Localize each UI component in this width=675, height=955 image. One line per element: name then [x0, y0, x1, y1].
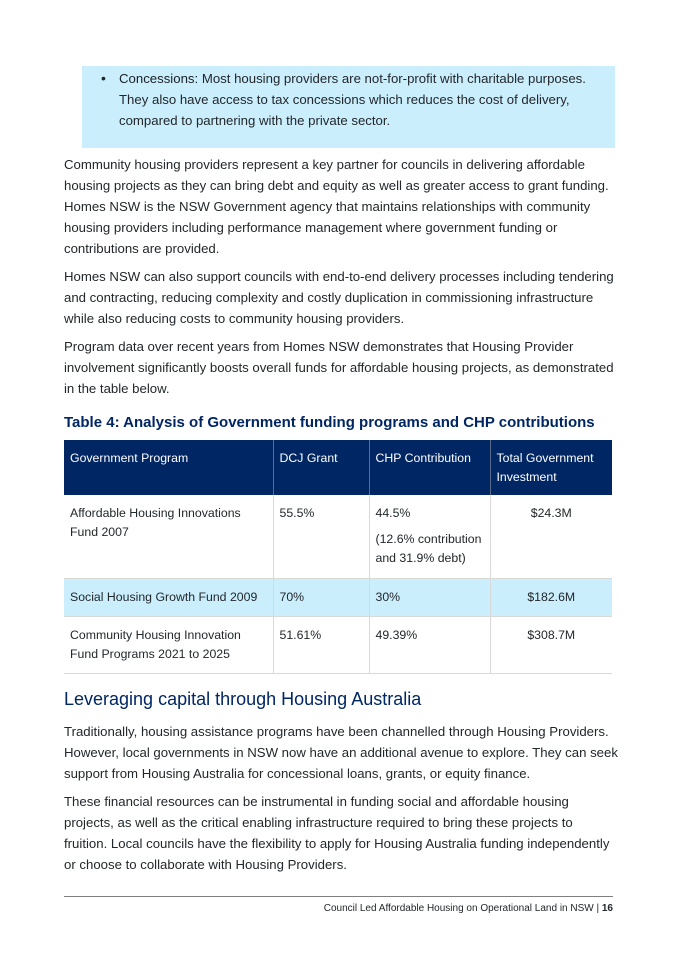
- table-row: [64, 616, 612, 673]
- cell-chp: 30%: [369, 578, 490, 616]
- chp-note: (12.6% contribution and 31.9% debt): [375, 532, 482, 565]
- bullet-label: Concessions:: [119, 71, 199, 86]
- cell-chp: [369, 495, 490, 578]
- cell-dcj: 70%: [273, 578, 369, 616]
- cell-total: $182.6M: [490, 578, 612, 616]
- cell-program: Community Housing Innovation Fund Programs 2021 to 2025: [64, 616, 273, 673]
- concessions-callout: [82, 66, 615, 148]
- page-footer: [324, 903, 613, 914]
- funding-table: [64, 440, 612, 674]
- table-header-row: [64, 440, 612, 495]
- cell-program: Affordable Housing Innovations Fund 2007: [64, 495, 273, 578]
- paragraph-chp-partner: Community housing providers represent a key partner for councils in delivering affordable housing projects as they can bring debt and equity as well as greater access to grant funding. Homes NSW is the NSW Government agency that maintains relationships with community housing providers including performance management where government funding or contributions are provided.: [64, 157, 609, 256]
- page-number: 16: [601, 903, 613, 914]
- cell-total: $24.3M: [490, 495, 612, 578]
- cell-chp: 49.39%: [369, 616, 490, 673]
- table-row: [64, 578, 612, 616]
- table-title: Table 4: Analysis of Government funding programs and CHP contributions: [64, 414, 595, 431]
- paragraph-program-data: Program data over recent years from Homes NSW demonstrates that Housing Provider involvement significantly boosts overall funds for affordable housing projects, as demonstrated in the table below.: [64, 339, 614, 396]
- chp-value: 44.5%: [375, 506, 411, 520]
- footer-divider: [64, 896, 613, 897]
- header-chp-contribution: CHP Contribution: [369, 440, 490, 495]
- header-total-investment: Total Government Investment: [490, 440, 612, 495]
- header-government-program: Government Program: [64, 440, 273, 495]
- callout-bullet-item: [82, 66, 615, 131]
- paragraph-financial-resources: These financial resources can be instrumental in funding social and affordable housing projects, as well as the critical enabling infrastructure required to bring these projects to fruition. Local councils have the flexibility to apply for Housing Australia funding independently or choose to collaborate with Housing Providers.: [64, 794, 610, 872]
- cell-total: $308.7M: [490, 616, 612, 673]
- paragraph-traditionally: Traditionally, housing assistance programs have been channelled through Housing Providers. However, local governments in NSW now have an additional avenue to explore. They can seek support from Housing Australia for concessional loans, grants, or equity finance.: [64, 724, 618, 781]
- header-dcj-grant: DCJ Grant: [273, 440, 369, 495]
- cell-dcj: 51.61%: [273, 616, 369, 673]
- section-heading: Leveraging capital through Housing Australia: [64, 689, 422, 709]
- callout-bullet-list: [82, 66, 615, 131]
- footer-doc-title: Council Led Affordable Housing on Operational Land in NSW |: [323, 903, 602, 914]
- table-row: [64, 495, 612, 578]
- paragraph-homes-nsw-support: Homes NSW can also support councils with end-to-end delivery processes including tendering and contracting, reducing complexity and costly duplication in commissioning infrastructure while also reducing costs to community housing providers.: [64, 269, 614, 326]
- cell-program: Social Housing Growth Fund 2009: [64, 578, 273, 616]
- bullet-text: Most housing providers are not-for-profit with charitable purposes. They also have access to tax concessions which reduces the cost of delivery, compared to partnering with the private sector.: [119, 71, 586, 128]
- cell-dcj: 55.5%: [273, 495, 369, 578]
